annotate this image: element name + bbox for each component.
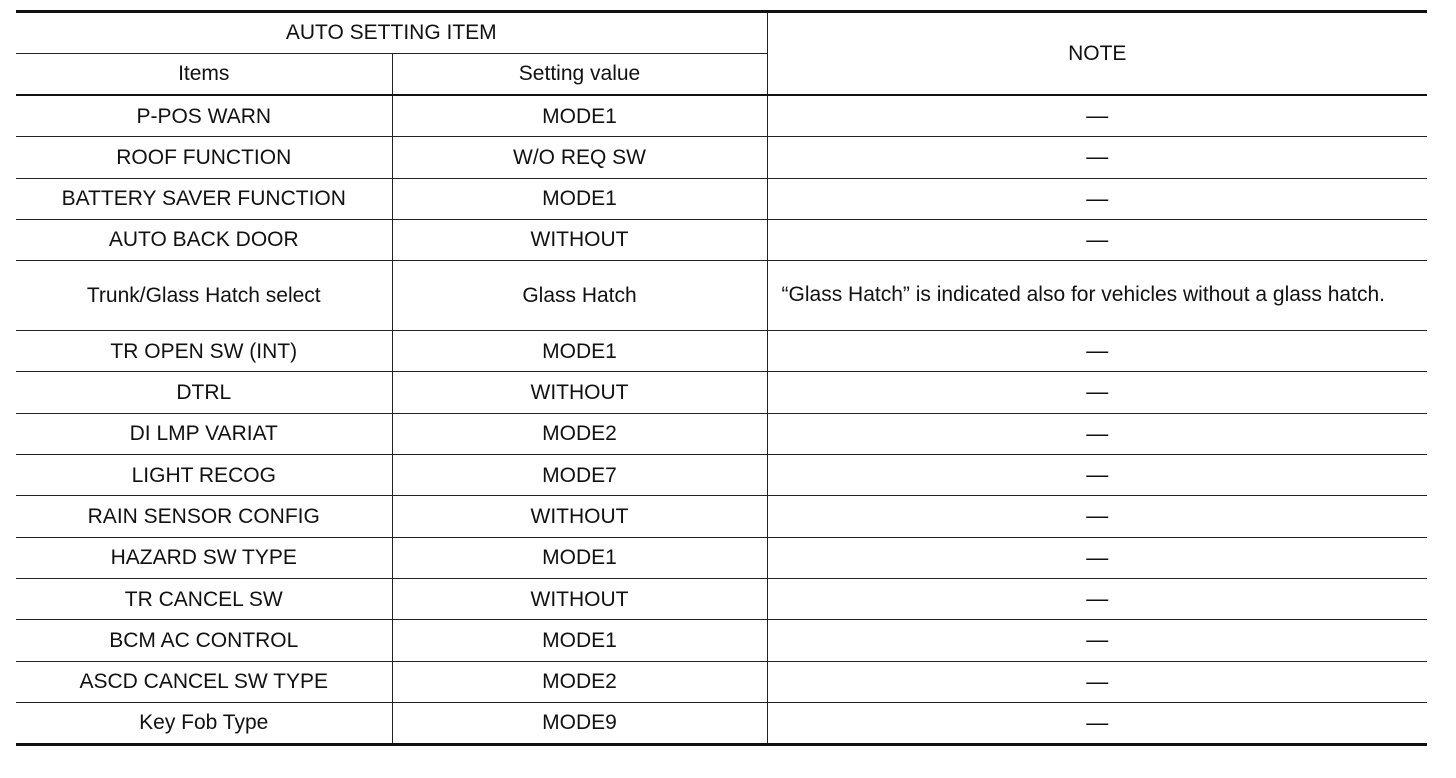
note-cell: —	[767, 661, 1427, 702]
item-cell: ASCD CANCEL SW TYPE	[16, 661, 392, 702]
note-cell: —	[767, 331, 1427, 372]
setting-value-cell: WITHOUT	[392, 496, 767, 537]
item-cell: Key Fob Type	[16, 702, 392, 744]
item-cell: BATTERY SAVER FUNCTION	[16, 178, 392, 219]
setting-value-cell: MODE1	[392, 537, 767, 578]
item-cell: DI LMP VARIAT	[16, 413, 392, 454]
item-cell: DTRL	[16, 372, 392, 413]
setting-value-cell: W/O REQ SW	[392, 137, 767, 178]
note-cell: —	[767, 455, 1427, 496]
auto-setting-item-header: AUTO SETTING ITEM	[16, 12, 767, 54]
table-row	[16, 413, 1427, 454]
table-row	[16, 620, 1427, 661]
note-cell: —	[767, 95, 1427, 137]
item-cell: AUTO BACK DOOR	[16, 219, 392, 260]
setting-value-cell: MODE9	[392, 702, 767, 744]
table-row	[16, 219, 1427, 260]
item-cell: P-POS WARN	[16, 95, 392, 137]
table-row	[16, 137, 1427, 178]
table-row	[16, 261, 1427, 331]
setting-value-cell: Glass Hatch	[392, 261, 767, 331]
setting-value-cell: MODE1	[392, 620, 767, 661]
setting-value-cell: MODE1	[392, 331, 767, 372]
note-cell: —	[767, 219, 1427, 260]
table-row	[16, 372, 1427, 413]
table-row	[16, 702, 1427, 744]
table-row	[16, 455, 1427, 496]
note-header: NOTE	[767, 12, 1427, 96]
note-cell: —	[767, 413, 1427, 454]
note-cell: —	[767, 372, 1427, 413]
setting-value-column-header: Setting value	[392, 54, 767, 96]
auto-setting-table	[16, 10, 1427, 746]
item-cell: TR OPEN SW (INT)	[16, 331, 392, 372]
table-row	[16, 178, 1427, 219]
table-row	[16, 496, 1427, 537]
note-cell: —	[767, 702, 1427, 744]
note-cell: —	[767, 178, 1427, 219]
note-cell: “Glass Hatch” is indicated also for vehicles without a glass hatch.	[767, 261, 1427, 331]
item-cell: LIGHT RECOG	[16, 455, 392, 496]
table-row	[16, 537, 1427, 578]
note-cell: —	[767, 578, 1427, 619]
item-cell: BCM AC CONTROL	[16, 620, 392, 661]
item-cell: RAIN SENSOR CONFIG	[16, 496, 392, 537]
setting-value-cell: MODE2	[392, 413, 767, 454]
item-cell: HAZARD SW TYPE	[16, 537, 392, 578]
setting-value-cell: MODE2	[392, 661, 767, 702]
note-cell: —	[767, 620, 1427, 661]
table-row	[16, 661, 1427, 702]
items-column-header: Items	[16, 54, 392, 96]
note-cell: —	[767, 496, 1427, 537]
setting-value-cell: WITHOUT	[392, 219, 767, 260]
note-cell: —	[767, 137, 1427, 178]
setting-value-cell: MODE1	[392, 178, 767, 219]
note-cell: —	[767, 537, 1427, 578]
setting-value-cell: WITHOUT	[392, 372, 767, 413]
setting-value-cell: MODE1	[392, 95, 767, 137]
setting-value-cell: MODE7	[392, 455, 767, 496]
table-row	[16, 331, 1427, 372]
table-body	[16, 95, 1427, 745]
table-row	[16, 578, 1427, 619]
setting-value-cell: WITHOUT	[392, 578, 767, 619]
item-cell: TR CANCEL SW	[16, 578, 392, 619]
table-row	[16, 95, 1427, 137]
item-cell: ROOF FUNCTION	[16, 137, 392, 178]
item-cell: Trunk/Glass Hatch select	[16, 261, 392, 331]
